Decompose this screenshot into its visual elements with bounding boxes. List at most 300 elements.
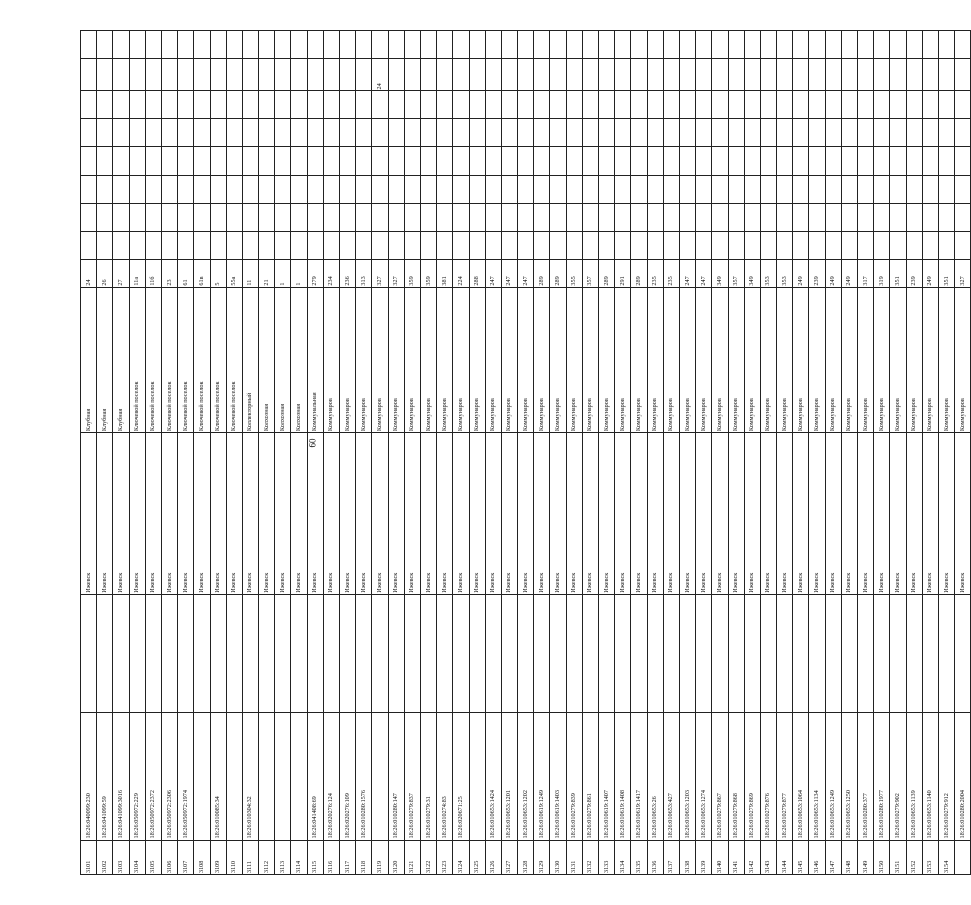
empty-cell [663, 231, 679, 259]
cadastral-number-cell [469, 713, 485, 840]
house-number-cell: 249 [793, 259, 809, 287]
table-row [906, 31, 922, 875]
row-number-cell [955, 840, 971, 874]
empty-cell [938, 91, 954, 119]
empty-cell [356, 203, 372, 231]
street-cell: Ключевой поселок [129, 287, 145, 433]
empty-cell [145, 203, 161, 231]
table-row [323, 31, 339, 875]
empty-cell [534, 203, 550, 231]
empty-cell [760, 147, 776, 175]
empty-cell [226, 203, 242, 231]
cadastral-number-cell: 18:26:010279:912 [938, 713, 954, 840]
empty-cell [372, 231, 388, 259]
extra-value-cell [582, 59, 598, 91]
empty-cell [566, 31, 582, 59]
house-number-cell: 313 [356, 259, 372, 287]
empty-cell [404, 119, 420, 147]
empty-cell [275, 231, 291, 259]
house-number-cell: 319 [874, 259, 890, 287]
empty-cell [841, 31, 857, 59]
empty-cell [955, 119, 971, 147]
house-number-cell: 61в [194, 259, 210, 287]
empty-cell [858, 231, 874, 259]
empty-cell [291, 594, 307, 713]
empty-cell [615, 91, 631, 119]
empty-cell [501, 31, 517, 59]
house-number-cell: 1 [291, 259, 307, 287]
empty-cell [453, 203, 469, 231]
empty-cell [226, 231, 242, 259]
empty-cell [404, 231, 420, 259]
city-cell: Ижевск [679, 433, 695, 595]
empty-cell [615, 175, 631, 203]
row-number-cell: 3119 [372, 840, 388, 874]
empty-cell [501, 231, 517, 259]
house-number-cell: 359 [404, 259, 420, 287]
table-row [97, 31, 113, 875]
empty-cell [469, 594, 485, 713]
empty-cell [437, 203, 453, 231]
empty-cell [210, 175, 226, 203]
extra-value-cell [825, 59, 841, 91]
empty-cell [599, 147, 615, 175]
table-row [599, 31, 615, 875]
empty-cell [906, 175, 922, 203]
house-number-cell: 27 [113, 259, 129, 287]
empty-cell [323, 91, 339, 119]
row-number-cell: 3116 [323, 840, 339, 874]
empty-cell [469, 147, 485, 175]
empty-cell [663, 119, 679, 147]
empty-cell [890, 147, 906, 175]
cadastral-number-cell [275, 713, 291, 840]
row-number-cell: 3143 [760, 840, 776, 874]
empty-cell [129, 91, 145, 119]
house-number-cell: 235 [647, 259, 663, 287]
house-number-cell: 349 [712, 259, 728, 287]
empty-cell [825, 91, 841, 119]
empty-cell [501, 594, 517, 713]
table-row [858, 31, 874, 875]
empty-cell [259, 31, 275, 59]
table-row [663, 31, 679, 875]
empty-cell [696, 91, 712, 119]
empty-cell [259, 119, 275, 147]
empty-cell [404, 31, 420, 59]
street-cell: Колхозная [259, 287, 275, 433]
house-number-cell: 357 [728, 259, 744, 287]
empty-cell [275, 147, 291, 175]
empty-cell [550, 594, 566, 713]
empty-cell [161, 594, 177, 713]
row-number-cell: 3140 [712, 840, 728, 874]
house-number-cell: 239 [906, 259, 922, 287]
empty-cell [453, 31, 469, 59]
empty-cell [275, 119, 291, 147]
extra-value-cell [420, 59, 436, 91]
empty-cell [663, 147, 679, 175]
empty-cell [534, 31, 550, 59]
empty-cell [534, 147, 550, 175]
house-number-cell: 353 [777, 259, 793, 287]
empty-cell [679, 31, 695, 59]
cadastral-number-cell: 18:26:010619:1249 [534, 713, 550, 840]
street-cell: Колхозная [291, 287, 307, 433]
city-cell: Ижевск [226, 433, 242, 595]
empty-cell [874, 231, 890, 259]
cadastral-number-cell: 18:26:010279:837 [404, 713, 420, 840]
cadastral-number-cell: 18:26:010653:1202 [518, 713, 534, 840]
row-number-cell: 3103 [113, 840, 129, 874]
empty-cell [793, 147, 809, 175]
street-cell: Коммунаров [518, 287, 534, 433]
table-row [161, 31, 177, 875]
empty-cell [712, 231, 728, 259]
extra-value-cell [178, 59, 194, 91]
city-cell: Ижевск [582, 433, 598, 595]
empty-cell [744, 31, 760, 59]
row-number-cell: 3133 [599, 840, 615, 874]
empty-cell [485, 594, 501, 713]
table-row [938, 31, 954, 875]
empty-cell [760, 203, 776, 231]
empty-cell [485, 203, 501, 231]
house-number-cell: 224 [453, 259, 469, 287]
street-cell: Коммунаров [744, 287, 760, 433]
empty-cell [922, 203, 938, 231]
empty-cell [388, 91, 404, 119]
empty-cell [404, 175, 420, 203]
row-number-cell: 3102 [97, 840, 113, 874]
empty-cell [825, 594, 841, 713]
empty-cell [161, 147, 177, 175]
street-cell: Коммунаров [453, 287, 469, 433]
extra-value-cell [485, 59, 501, 91]
empty-cell [129, 175, 145, 203]
extra-value-cell [518, 59, 534, 91]
empty-cell [194, 119, 210, 147]
house-number-cell: 359 [420, 259, 436, 287]
cadastral-number-cell: 18:26:010280:1977 [874, 713, 890, 840]
street-cell: Коммунаров [955, 287, 971, 433]
row-number-cell: 3142 [744, 840, 760, 874]
empty-cell [712, 147, 728, 175]
empty-cell [728, 147, 744, 175]
cadastral-number-cell: 18:26:050972:2372 [145, 713, 161, 840]
empty-cell [259, 147, 275, 175]
city-cell: Ижевск [356, 433, 372, 595]
empty-cell [841, 119, 857, 147]
empty-cell [97, 594, 113, 713]
empty-cell [809, 175, 825, 203]
empty-cell [518, 147, 534, 175]
empty-cell [955, 594, 971, 713]
city-cell: Ижевск [599, 433, 615, 595]
empty-cell [518, 231, 534, 259]
row-number-cell: 3123 [437, 840, 453, 874]
empty-cell [793, 231, 809, 259]
empty-cell [582, 147, 598, 175]
cadastral-number-cell: 18:26:010280:377 [858, 713, 874, 840]
cadastral-number-cell [372, 713, 388, 840]
city-cell: Ижевск [712, 433, 728, 595]
row-number-cell: 3101 [81, 840, 97, 874]
table-row [356, 31, 372, 875]
empty-cell [793, 91, 809, 119]
house-number-cell: 235 [663, 259, 679, 287]
empty-cell [728, 203, 744, 231]
empty-cell [129, 594, 145, 713]
extra-value-cell [356, 59, 372, 91]
empty-cell [890, 594, 906, 713]
row-number-cell: 3108 [194, 840, 210, 874]
city-cell: Ижевск [340, 433, 356, 595]
cadastral-number-cell: 18:26:041099:3016 [113, 713, 129, 840]
empty-cell [291, 91, 307, 119]
empty-cell [388, 231, 404, 259]
empty-cell [744, 119, 760, 147]
cadastral-number-cell: 18:26:010279:877 [777, 713, 793, 840]
empty-cell [728, 594, 744, 713]
street-cell: Клубная [113, 287, 129, 433]
empty-cell [97, 31, 113, 59]
empty-cell [534, 91, 550, 119]
empty-cell [420, 91, 436, 119]
cadastral-number-cell [259, 713, 275, 840]
empty-cell [242, 175, 258, 203]
empty-cell [501, 91, 517, 119]
empty-cell [453, 594, 469, 713]
empty-cell [259, 231, 275, 259]
table-row [922, 31, 938, 875]
empty-cell [777, 147, 793, 175]
empty-cell [388, 147, 404, 175]
empty-cell [938, 175, 954, 203]
row-number-cell: 3145 [793, 840, 809, 874]
empty-cell [858, 91, 874, 119]
table-row [291, 31, 307, 875]
cadastral-number-cell: 18:26:010274:83 [437, 713, 453, 840]
empty-cell [550, 203, 566, 231]
empty-cell [955, 31, 971, 59]
cadastral-number-cell: 18:26:010304:32 [242, 713, 258, 840]
city-cell: Ижевск [874, 433, 890, 595]
row-number-cell: 3137 [663, 840, 679, 874]
house-number-cell: 24 [81, 259, 97, 287]
empty-cell [485, 147, 501, 175]
empty-cell [858, 203, 874, 231]
empty-cell [307, 119, 323, 147]
city-cell: Ижевск [825, 433, 841, 595]
page-number: 60 [307, 438, 318, 448]
row-number-cell: 3124 [453, 840, 469, 874]
extra-value-cell [534, 59, 550, 91]
table-row [679, 31, 695, 875]
address-registry-table [80, 30, 971, 875]
street-cell: Ключевой поселок [194, 287, 210, 433]
empty-cell [858, 594, 874, 713]
empty-cell [777, 31, 793, 59]
empty-cell [890, 231, 906, 259]
empty-cell [890, 119, 906, 147]
empty-cell [469, 175, 485, 203]
cadastral-number-cell: 18:26:010619:1408 [615, 713, 631, 840]
city-cell: Ижевск [97, 433, 113, 595]
street-cell: Коммунаров [340, 287, 356, 433]
city-cell: Ижевск [113, 433, 129, 595]
street-cell: Коммунаров [485, 287, 501, 433]
street-cell: Коммунаров [760, 287, 776, 433]
empty-cell [469, 91, 485, 119]
empty-cell [226, 31, 242, 59]
empty-cell [841, 203, 857, 231]
house-number-cell: 349 [744, 259, 760, 287]
street-cell: Коммунаров [938, 287, 954, 433]
empty-cell [210, 147, 226, 175]
empty-cell [728, 31, 744, 59]
cadastral-number-cell: 18:26:010279:839 [566, 713, 582, 840]
empty-cell [242, 31, 258, 59]
empty-cell [356, 31, 372, 59]
empty-cell [97, 231, 113, 259]
empty-cell [81, 594, 97, 713]
cadastral-number-cell: 18:26:050972:2306 [161, 713, 177, 840]
empty-cell [874, 119, 890, 147]
empty-cell [922, 594, 938, 713]
empty-cell [113, 175, 129, 203]
empty-cell [825, 231, 841, 259]
cadastral-number-cell: 18:26:010619:1407 [599, 713, 615, 840]
cadastral-number-cell [226, 713, 242, 840]
empty-cell [955, 175, 971, 203]
empty-cell [437, 31, 453, 59]
street-cell: Коммунаров [631, 287, 647, 433]
empty-cell [922, 91, 938, 119]
extra-value-cell [744, 59, 760, 91]
street-cell: Ключевой поселок [226, 287, 242, 433]
empty-cell [744, 175, 760, 203]
empty-cell [307, 91, 323, 119]
row-number-cell: 3111 [242, 840, 258, 874]
street-cell: Коммунаров [712, 287, 728, 433]
empty-cell [518, 91, 534, 119]
empty-cell [97, 147, 113, 175]
empty-cell [841, 175, 857, 203]
empty-cell [453, 175, 469, 203]
house-number-cell: 247 [696, 259, 712, 287]
empty-cell [518, 119, 534, 147]
empty-cell [388, 119, 404, 147]
empty-cell [291, 231, 307, 259]
empty-cell [938, 594, 954, 713]
extra-value-cell [760, 59, 776, 91]
extra-value-cell [323, 59, 339, 91]
street-cell: Ключевой поселок [210, 287, 226, 433]
empty-cell [728, 231, 744, 259]
empty-cell [825, 147, 841, 175]
empty-cell [469, 203, 485, 231]
empty-cell [97, 91, 113, 119]
empty-cell [194, 31, 210, 59]
empty-cell [631, 119, 647, 147]
cadastral-number-cell: 18:26:010653:1201 [501, 713, 517, 840]
house-number-cell: 351 [890, 259, 906, 287]
empty-cell [955, 147, 971, 175]
empty-cell [291, 203, 307, 231]
empty-cell [906, 119, 922, 147]
empty-cell [340, 231, 356, 259]
empty-cell [582, 31, 598, 59]
house-number-cell: 355 [566, 259, 582, 287]
empty-cell [194, 594, 210, 713]
empty-cell [161, 31, 177, 59]
empty-cell [793, 175, 809, 203]
row-number-cell: 3150 [874, 840, 890, 874]
empty-cell [760, 31, 776, 59]
empty-cell [161, 119, 177, 147]
empty-cell [113, 594, 129, 713]
empty-cell [744, 594, 760, 713]
empty-cell [194, 147, 210, 175]
empty-cell [81, 119, 97, 147]
street-cell: Коммунаров [388, 287, 404, 433]
row-number-cell: 3127 [501, 840, 517, 874]
empty-cell [534, 119, 550, 147]
table-row [518, 31, 534, 875]
empty-cell [647, 203, 663, 231]
table-row [615, 31, 631, 875]
city-cell: Ижевск [388, 433, 404, 595]
row-number-cell: 3128 [518, 840, 534, 874]
empty-cell [728, 119, 744, 147]
empty-cell [696, 31, 712, 59]
empty-cell [582, 594, 598, 713]
city-cell: Ижевск [760, 433, 776, 595]
city-cell: Ижевск [242, 433, 258, 595]
empty-cell [696, 231, 712, 259]
city-cell: Ижевск [922, 433, 938, 595]
empty-cell [210, 231, 226, 259]
cadastral-number-cell: 18:26:010653:1139 [906, 713, 922, 840]
empty-cell [825, 119, 841, 147]
extra-value-cell [226, 59, 242, 91]
house-number-cell: 247 [518, 259, 534, 287]
street-cell: Коммунаров [469, 287, 485, 433]
empty-cell [679, 119, 695, 147]
table-row [129, 31, 145, 875]
empty-cell [679, 91, 695, 119]
empty-cell [259, 175, 275, 203]
empty-cell [663, 175, 679, 203]
city-cell: Ижевск [437, 433, 453, 595]
empty-cell [906, 594, 922, 713]
city-cell: Ижевск [291, 433, 307, 595]
row-number-cell: 3125 [469, 840, 485, 874]
empty-cell [356, 91, 372, 119]
house-number-cell: 289 [599, 259, 615, 287]
city-cell: Ижевск [534, 433, 550, 595]
empty-cell [485, 31, 501, 59]
street-cell: Ключевой поселок [161, 287, 177, 433]
empty-cell [663, 594, 679, 713]
street-cell: Коммунаров [922, 287, 938, 433]
empty-cell [97, 119, 113, 147]
house-number-cell: 291 [615, 259, 631, 287]
cadastral-number-cell: 18:26:010279:868 [728, 713, 744, 840]
extra-value-cell [404, 59, 420, 91]
table-container [80, 30, 966, 875]
